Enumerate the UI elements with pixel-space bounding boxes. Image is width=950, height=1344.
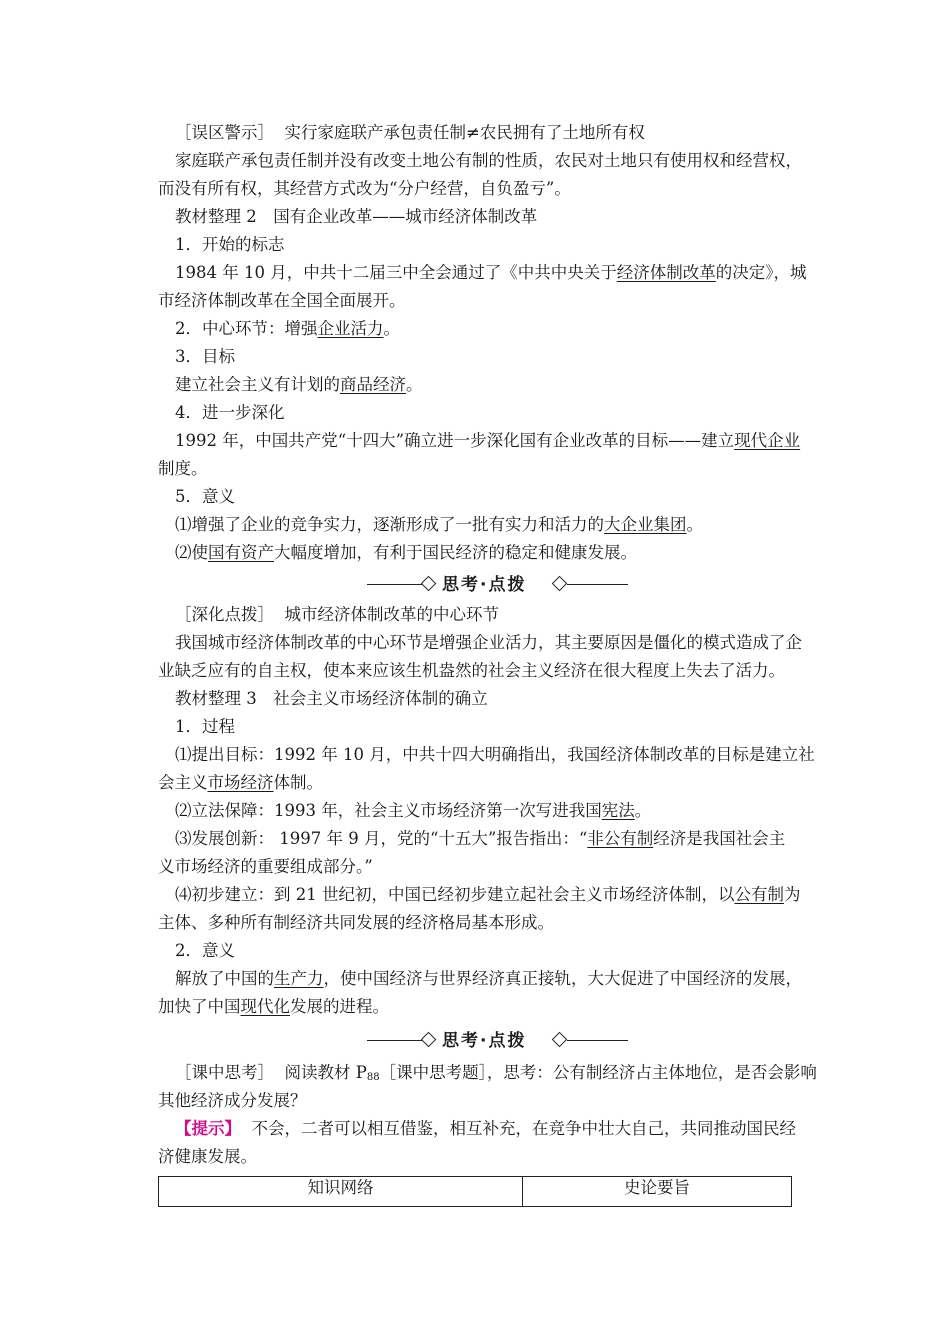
item-title: 1．过程 [175,717,235,736]
divider-line [367,1040,423,1041]
text-run: 的决定》，城 [715,263,807,282]
paragraph-line [175,515,703,535]
text-run: ⑷初步建立：到 21 世纪初，中国已经初步建立起社会主义市场经济体制，以 [175,885,735,904]
paragraph-line: 主体、多种所有制经济共同发展的经济格局基本形成。 [158,913,554,932]
diamond-icon [421,1032,437,1048]
underlined-term: 商品经济 [340,375,406,394]
text-run: 1984 年 10 月，中共十二届三中全会通过了《中共中央关于 [175,263,617,282]
page-subscript: 88 [366,1072,380,1083]
insight-tag: ［深化点拨］ [175,605,274,624]
text-run: 1992 年，中国共产党“十四大”确立进一步深化国有企业改革的目标——建立 [175,431,735,450]
item-title: 1．开始的标志 [175,235,285,254]
text-run: 建立社会主义有计划的 [175,375,340,394]
section-divider [0,1029,950,1053]
paragraph-line [175,969,802,989]
paragraph-line [158,997,389,1017]
hint-label: 【提示】 [175,1119,241,1138]
text-run: 2．中心环节：增强 [175,319,318,338]
item-title: 3．目标 [175,347,235,366]
underlined-term: 经济体制改革 [616,263,716,282]
underlined-term: 宪法 [601,801,635,820]
hint-line [175,1119,796,1139]
warning-tag: ［误区警示］ [175,123,274,142]
diamond-icon [552,1032,568,1048]
question-line [175,1063,817,1088]
diamond-icon [552,576,568,592]
paragraph-line: 市经济体制改革在全国全面展开。 [158,291,406,310]
text-run: ⑴增强了企业的竞争实力，逐渐形成了一批有实力和活力的 [175,515,604,534]
paragraph-line [175,263,806,283]
divider-label: 思考·点拨 [442,575,527,595]
text-run: ［课中思考题］，思考：公有制经济占主体地位，是否会影响 [379,1063,817,1082]
question-tag: ［课中思考］ [175,1063,274,1082]
paragraph-line: 义市场经济的重要组成部分。” [158,857,373,876]
paragraph-line [158,773,323,793]
diamond-icon [421,576,437,592]
insight-title: 城市经济体制改革的中心环节 [284,605,499,624]
underlined-term: 生产力 [274,969,324,988]
paragraph-line [175,543,637,563]
text-run: 解放了中国的 [175,969,274,988]
text-run: 大幅度增加，有利于国民经济的稳定和健康发展。 [274,543,637,562]
text-run: 。 [634,801,652,820]
item-title [175,319,400,339]
table-header-knowledge: 知识网络 [159,1177,523,1207]
paragraph-line: 其他经济成分发展？ [158,1091,307,1110]
text-run: 。 [383,319,400,338]
warning-line [175,123,645,143]
underlined-term: 现代企业 [734,431,801,450]
text-run: ，使中国经济与世界经济真正接轨，大大促进了中国经济的发展， [323,969,802,988]
text-run: ⑶发展创新： 1997 年 9 月，党的“十五大”报告指出：“ [175,829,588,848]
underlined-term: 大企业集团 [604,515,687,534]
insight-line [175,605,499,625]
text-run: 。 [686,515,703,534]
underlined-term: 现代化 [240,997,290,1016]
paragraph-line [175,885,801,905]
paragraph-line: 制度。 [158,459,208,478]
summary-table [158,1176,792,1207]
paragraph-line: 我国城市经济体制改革的中心环节是增强企业活力，其主要原因是僵化的模式造成了企 [175,633,802,652]
text-run: 为 [784,885,801,904]
divider-line [567,584,628,585]
text-run: 阅读教材 P [284,1063,367,1082]
text-run: 会主义 [158,773,208,792]
paragraph-line: 家庭联产承包责任制并没有改变土地公有制的性质，农民对土地只有使用权和经营权， [175,151,802,170]
paragraph-line [175,375,423,395]
paragraph-line [175,801,651,821]
table-row [159,1177,792,1207]
text-run: 发展的进程。 [290,997,389,1016]
paragraph-line [175,829,785,849]
text-run: 。 [406,375,423,394]
underlined-term: 公有制 [734,885,784,904]
text-run: ⑵使 [175,543,208,562]
underlined-term: 国有资产 [208,543,274,562]
underlined-term: 企业活力 [317,319,384,338]
divider-line [567,1040,628,1041]
underlined-term: 市场经济 [207,773,274,792]
underlined-term: 非公有制 [587,829,654,848]
warning-text: 实行家庭联产承包责任制≠农民拥有了土地所有权 [284,123,645,142]
text-run: 经济是我国社会主 [653,829,786,848]
text-run: 不会，二者可以相互借鉴，相互补充，在竞争中壮大自己，共同推动国民经 [251,1119,796,1138]
section-heading: 教材整理 3 社会主义市场经济体制的确立 [175,689,488,708]
paragraph-line: 济健康发展。 [158,1147,257,1166]
paragraph-line [175,431,800,451]
divider-line [367,584,423,585]
table-header-history: 史论要旨 [523,1177,792,1207]
divider-label: 思考·点拨 [442,1031,527,1051]
paragraph-line: ⑴提出目标：1992 年 10 月，中共十四大明确指出，我国经济体制改革的目标是建立社 [175,745,815,764]
text-run: 加快了中国 [158,997,241,1016]
section-divider [0,573,950,597]
paragraph-line: 而没有所有权，其经营方式改为“分户经营，自负盈亏”。 [158,179,571,198]
item-title: 2．意义 [175,941,235,960]
section-heading: 教材整理 2 国有企业改革——城市经济体制改革 [175,207,538,226]
text-run: 体制。 [273,773,323,792]
text-run: ⑵立法保障：1993 年，社会主义市场经济第一次写进我国 [175,801,602,820]
item-title: 4．进一步深化 [175,403,285,422]
paragraph-line: 业缺乏应有的自主权，使本来应该生机盎然的社会主义经济在很大程度上失去了活力。 [158,661,785,680]
item-title: 5．意义 [175,487,235,506]
